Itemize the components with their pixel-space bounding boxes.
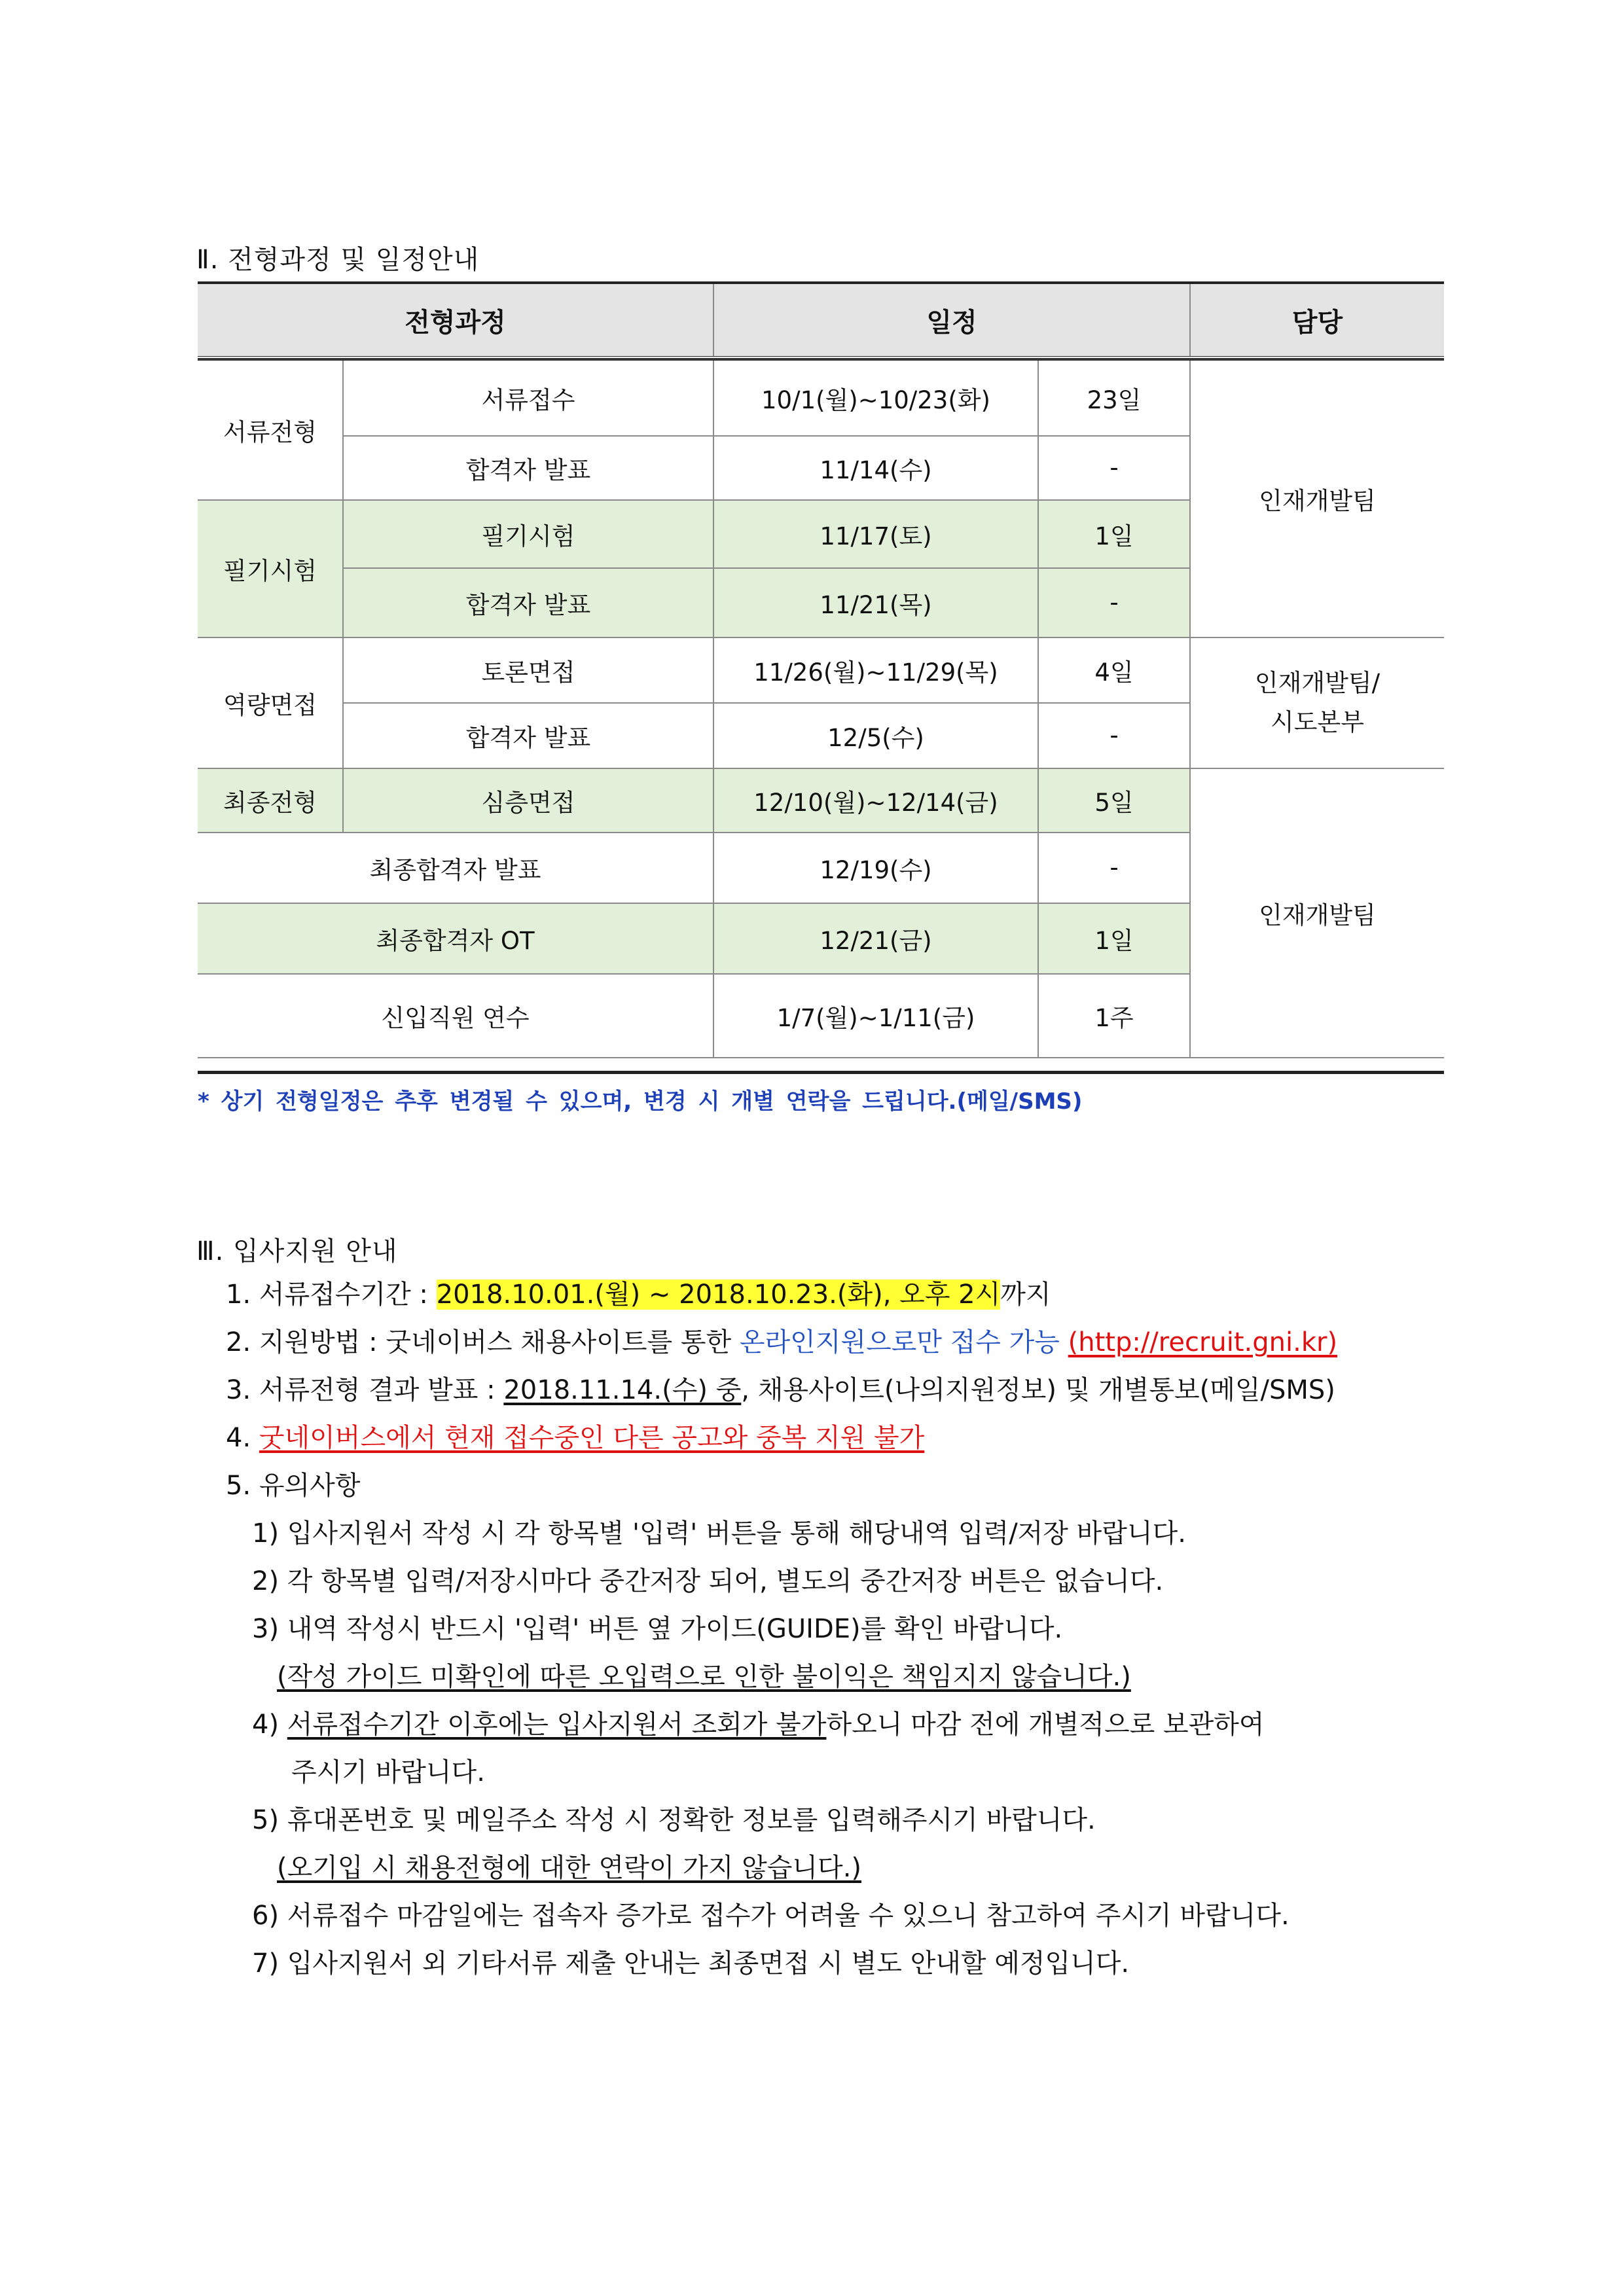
step-cell: 심층면접 — [343, 768, 713, 833]
step-cell: 토론면접 — [343, 637, 713, 703]
date-cell: 12/19(수) — [713, 833, 1038, 903]
duration-cell: 4일 — [1038, 637, 1190, 703]
item-label: 4. — [226, 1423, 259, 1453]
date-cell: 12/5(수) — [713, 703, 1038, 768]
date-cell: 11/26(월)~11/29(목) — [713, 637, 1038, 703]
note-5-sub: (오기입 시 채용전형에 대한 연락이 가지 않습니다.) — [277, 1853, 862, 1883]
list-item-result-announcement — [226, 1374, 1335, 1407]
note-3-sub: (작성 가이드 미확인에 따른 오입력으로 인한 불이익은 책임지지 않습니다.) — [277, 1662, 1131, 1692]
item-suffix: 까지 — [1000, 1280, 1051, 1310]
note-6: 6) 서류접수 마감일에는 접속자 증가로 접수가 어려울 수 있으니 참고하여 주시기 바랍니다. — [252, 1901, 1290, 1931]
period-highlight: 2018.10.01.(월) ~ 2018.10.23.(화), 오후 2시 — [436, 1280, 1001, 1310]
duration-cell: 1일 — [1038, 500, 1190, 568]
item-label: 2. 지원방법 : 굿네이버스 채용사이트를 통한 — [226, 1327, 740, 1357]
note-4-suffix: 하오니 마감 전에 개별적으로 보관하여 — [826, 1710, 1265, 1740]
section-3-title: Ⅲ. 입사지원 안내 — [196, 1236, 398, 1266]
owner-line: 인재개발팀/ — [1254, 668, 1380, 697]
duration-cell: - — [1038, 436, 1190, 500]
date-cell: 11/17(토) — [713, 500, 1038, 568]
step-cell: 합격자 발표 — [343, 436, 713, 500]
result-date: 2018.11.14.(수) 중 — [503, 1375, 742, 1405]
list-item-duplicate-warning — [226, 1422, 924, 1454]
recruit-site-link[interactable]: (http://recruit.gni.kr) — [1068, 1327, 1338, 1357]
note-4-underlined: 서류접수기간 이후에는 입사지원서 조회가 불가 — [287, 1710, 827, 1740]
header-schedule: 일정 — [713, 284, 1190, 357]
duration-cell: 1일 — [1038, 903, 1190, 974]
list-item-application-period — [226, 1278, 1051, 1311]
item-label: 1. 서류접수기간 : — [226, 1280, 437, 1310]
list-item-application-method — [226, 1326, 1337, 1359]
note-4 — [252, 1708, 1265, 1741]
duration-cell: 1주 — [1038, 974, 1190, 1058]
step-cell: 합격자 발표 — [343, 703, 713, 768]
step-cell: 필기시험 — [343, 500, 713, 568]
group-cell: 신입직원 연수 — [198, 974, 713, 1058]
duration-cell: - — [1038, 568, 1190, 637]
owner-cell: 인재개발팀 — [1190, 360, 1444, 637]
item-suffix: , 채용사이트(나의지원정보) 및 개별통보(메일/SMS) — [741, 1375, 1335, 1405]
note-3: 3) 내역 작성시 반드시 '입력' 버튼 옆 가이드(GUIDE)를 확인 바랍니다. — [252, 1614, 1063, 1644]
note-number: 4) — [252, 1710, 287, 1740]
table-row — [198, 637, 1444, 703]
duration-cell: 5일 — [1038, 768, 1190, 833]
group-cell: 최종합격자 OT — [198, 903, 713, 974]
note-5: 5) 휴대폰번호 및 메일주소 작성 시 정확한 정보를 입력해주시기 바랍니다. — [252, 1805, 1096, 1835]
header-process: 전형과정 — [198, 284, 713, 357]
step-cell: 서류접수 — [343, 360, 713, 436]
table-row — [198, 360, 1444, 436]
schedule-change-notice: * 상기 전형일정은 추후 변경될 수 있으며, 변경 시 개별 연락을 드립니다.(메일/SMS) — [198, 1088, 1083, 1115]
duration-cell: - — [1038, 833, 1190, 903]
date-cell: 10/1(월)~10/23(화) — [713, 360, 1038, 436]
table-row — [198, 768, 1444, 833]
duration-cell: - — [1038, 703, 1190, 768]
online-only-text: 온라인지원으로만 접수 가능 — [739, 1327, 1060, 1357]
group-cell: 역량면접 — [198, 637, 343, 768]
date-cell: 1/7(월)~1/11(금) — [713, 974, 1038, 1058]
spacer — [1060, 1327, 1068, 1357]
group-cell: 최종합격자 발표 — [198, 833, 713, 903]
table-bottom-rule — [198, 1071, 1444, 1074]
section-2-title: Ⅱ. 전형과정 및 일정안내 — [196, 245, 480, 275]
header-owner: 담당 — [1190, 284, 1444, 357]
date-cell: 12/21(금) — [713, 903, 1038, 974]
group-cell: 서류전형 — [198, 360, 343, 500]
duration-cell: 23일 — [1038, 360, 1190, 436]
owner-cell — [1190, 637, 1444, 768]
group-cell: 필기시험 — [198, 500, 343, 637]
step-cell: 합격자 발표 — [343, 568, 713, 637]
note-4-continuation: 주시기 바랍니다. — [291, 1757, 485, 1787]
item-label: 3. 서류전형 결과 발표 : — [226, 1375, 504, 1405]
owner-line: 시도본부 — [1271, 708, 1364, 736]
group-cell: 최종전형 — [198, 768, 343, 833]
note-7: 7) 입사지원서 외 기타서류 제출 안내는 최종면접 시 별도 안내할 예정입니다. — [252, 1948, 1130, 1979]
date-cell: 12/10(월)~12/14(금) — [713, 768, 1038, 833]
note-2: 2) 각 항목별 입력/저장시마다 중간저장 되어, 별도의 중간저장 버튼은 없습니다. — [252, 1566, 1164, 1596]
date-cell: 11/21(목) — [713, 568, 1038, 637]
note-1: 1) 입사지원서 작성 시 각 항목별 '입력' 버튼을 통해 해당내역 입력/저장 바랍니다. — [252, 1518, 1186, 1549]
duplicate-warning-text: 굿네이버스에서 현재 접수중인 다른 공고와 중복 지원 불가 — [259, 1423, 925, 1453]
date-cell: 11/14(수) — [713, 436, 1038, 500]
owner-cell: 인재개발팀 — [1190, 768, 1444, 1058]
list-item-notes-title: 5. 유의사항 — [226, 1471, 361, 1501]
